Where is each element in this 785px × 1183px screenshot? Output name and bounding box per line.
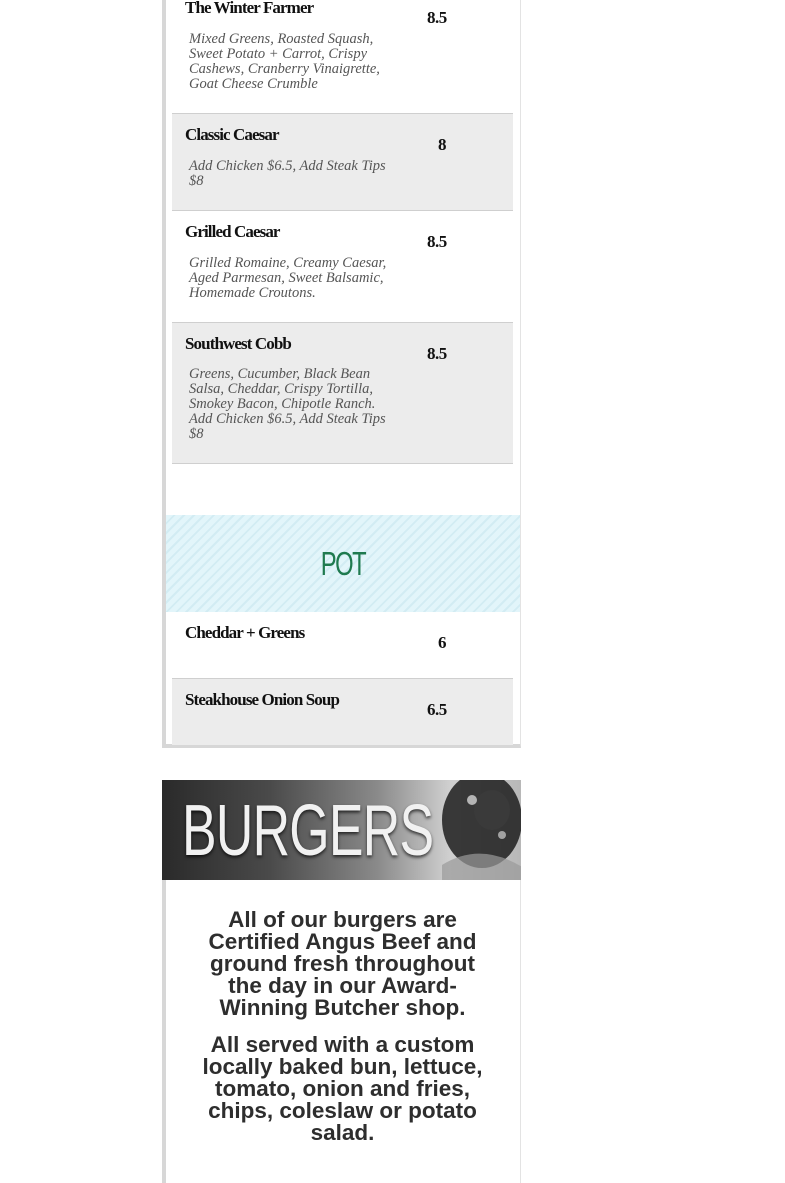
menu-item-price: 8 (438, 135, 446, 154)
menu-item-price: 8.5 (427, 8, 447, 27)
menu-item-price: 8.5 (427, 232, 447, 251)
menu-item-price: 8.5 (427, 344, 447, 363)
menu-item-description: Greens, Cucumber, Black Bean Salsa, Cheddar, Crispy Tortilla, Smokey Bacon, Chipotle Ranch. Add Chicken $6.5, Add Steak Tips $8 (189, 366, 386, 442)
menu-item-name: The Winter Farmer (185, 0, 314, 17)
menu-item-name: Grilled Caesar (185, 222, 280, 241)
menu-item-row (172, 323, 513, 464)
menu-item-row (172, 612, 513, 679)
section-header-pot (166, 515, 520, 612)
menu-item-price: 6.5 (427, 700, 447, 719)
burgers-intro-text: All of our burgers are Certified Angus Beef and ground fresh throughout the day in our Award-Winning Butcher shop. (208, 907, 477, 1020)
menu-item-name: Classic Caesar (185, 125, 279, 144)
menu-item-description: Mixed Greens, Roasted Squash, Sweet Potato + Carrot, Crispy Cashews, Cranberry Vinaigrette, Goat Cheese Crumble (189, 31, 380, 92)
menu-item-name: Southwest Cobb (185, 334, 291, 353)
section-title: POT (320, 545, 366, 582)
menu-item-row (172, 0, 513, 114)
menu-item-price: 6 (438, 633, 446, 652)
menu-item-name: Steakhouse Onion Soup (185, 690, 340, 709)
burgers-served-text: All served with a custom locally baked bun, lettuce, tomato, onion and fries, chips, coleslaw or potato salad. (202, 1032, 483, 1145)
burgers-banner (162, 780, 521, 880)
menu-item-row (172, 211, 513, 323)
banner-title: BURGERS (182, 791, 434, 871)
menu-item-description: Grilled Romaine, Creamy Caesar, Aged Parmesan, Sweet Balsamic, Homemade Croutons. (189, 255, 387, 301)
menu-item-row (172, 114, 513, 211)
menu-item-description: Add Chicken $6.5, Add Steak Tips $8 (189, 158, 386, 189)
menu-item-row (172, 679, 513, 745)
menu-item-name: Cheddar + Greens (185, 623, 305, 642)
